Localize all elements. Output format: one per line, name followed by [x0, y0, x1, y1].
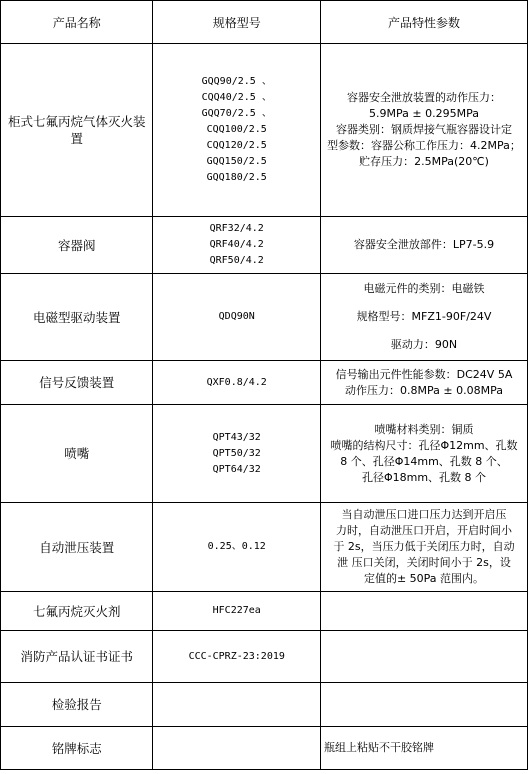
model-cell	[153, 44, 321, 217]
table-row	[1, 503, 528, 592]
product-name-cell: 铭牌标志	[1, 727, 153, 770]
model-value: CCC-CPRZ-23:2019	[188, 650, 285, 662]
model-value: GQQ150/2.5	[206, 156, 267, 167]
header-model: 规格型号	[153, 1, 321, 44]
model-value: CQQ40/2.5 、	[201, 92, 272, 103]
param-line: 规格型号：MFZ1-90F/24V	[356, 310, 492, 323]
header-params: 产品特性参数	[321, 1, 528, 44]
product-name-cell: 自动泄压装置	[1, 503, 153, 592]
model-value: QRF32/4.2	[209, 223, 264, 234]
model-value: QDQ90N	[218, 311, 255, 322]
param-line: 定值的± 50Pa 范围内。	[363, 572, 485, 585]
param-line: 喷嘴的结构尺寸：孔径Φ12mm、孔数	[330, 438, 518, 452]
param-line: 信号输出元件性能参数：DC24V 5A	[335, 367, 513, 381]
model-value: GQQ180/2.5	[206, 172, 267, 183]
params-cell	[321, 503, 528, 592]
product-name-cell: 柜式七氟丙烷气体灭火装置	[1, 44, 153, 217]
table-header-row	[1, 1, 528, 44]
model-value: QPT50/32	[212, 447, 261, 459]
model-cell	[153, 683, 321, 727]
params-cell	[321, 727, 528, 770]
model-cell	[153, 631, 321, 683]
param-line: 5.9MPa ± 0.295MPa	[369, 107, 479, 120]
param-line: 电磁元件的类别：电磁铁	[363, 282, 485, 295]
table-row	[1, 405, 528, 503]
product-name-cell: 容器阀	[1, 217, 153, 274]
table-row	[1, 274, 528, 361]
param-line: 容器类别：钢质焊接气瓶容器设计定	[336, 123, 512, 136]
param-line: 8 个、孔径Φ14mm、孔数 8 个、	[340, 454, 508, 468]
param-line: 驱动力：90N	[390, 338, 458, 351]
product-name-cell: 七氟丙烷灭火剂	[1, 592, 153, 631]
table-row	[1, 217, 528, 274]
model-value: GQQ70/2.5 、	[201, 108, 272, 119]
table-row	[1, 44, 528, 217]
model-cell	[153, 503, 321, 592]
model-cell	[153, 727, 321, 770]
model-cell	[153, 274, 321, 361]
product-name-cell: 喷嘴	[1, 405, 153, 503]
params-cell	[321, 44, 528, 217]
param-line: 瓶组上粘贴不干胶铭牌	[324, 741, 435, 754]
table-row	[1, 727, 528, 770]
model-value: CQQ120/2.5	[206, 140, 267, 151]
model-cell	[153, 361, 321, 405]
param-line: 型参数：容器公称工作压力：4.2MPa；	[327, 139, 521, 152]
product-name-cell: 检验报告	[1, 683, 153, 727]
param-line: 力时，自动泄压口开启，开启时间小	[336, 524, 512, 537]
params-cell	[321, 217, 528, 274]
model-value: GQQ90/2.5 、	[201, 76, 272, 87]
model-cell	[153, 217, 321, 274]
params-cell	[321, 361, 528, 405]
product-name-cell: 电磁型驱动装置	[1, 274, 153, 361]
product-name-cell: 消防产品认证书证书	[1, 631, 153, 683]
model-value: HFC227ea	[212, 605, 261, 616]
table-row	[1, 631, 528, 683]
param-line: 动作压力：0.8MPa ± 0.08MPa	[345, 383, 503, 397]
param-line: 容器安全泄放部件：LP7-5.9	[353, 238, 495, 251]
model-value: CQQ100/2.5	[206, 124, 267, 135]
model-value: QRF50/4.2	[209, 255, 264, 266]
param-line: 容器安全泄放装置的动作压力：	[347, 91, 501, 104]
param-line: 贮存压力：2.5MPa(20℃)	[359, 155, 489, 168]
param-line: 当自动泄压口进口压力达到开启压	[341, 508, 507, 521]
table-row	[1, 683, 528, 727]
product-name-cell: 信号反馈装置	[1, 361, 153, 405]
params-cell	[321, 683, 528, 727]
table-row	[1, 361, 528, 405]
table-row	[1, 592, 528, 631]
params-cell	[321, 274, 528, 361]
params-cell	[321, 592, 528, 631]
param-line: 于 2s，当压力低于关闭压力时，自动	[333, 540, 515, 553]
model-cell	[153, 592, 321, 631]
param-line: 泄 压口关闭，关闭时间小于 2s，设	[337, 556, 511, 569]
model-value: QPT43/32	[212, 431, 261, 443]
model-value: QXF0.8/4.2	[206, 376, 267, 388]
param-line: 喷嘴材料类别：铜质	[374, 422, 474, 436]
model-value: QRF40/4.2	[209, 239, 264, 250]
params-cell	[321, 405, 528, 503]
model-value: 0.25、0.12	[207, 541, 266, 552]
header-product-name: 产品名称	[1, 1, 153, 44]
model-value: QPT64/32	[212, 463, 261, 475]
model-cell	[153, 405, 321, 503]
params-cell	[321, 631, 528, 683]
param-line: 孔径Φ18mm、孔数 8 个	[361, 470, 487, 484]
